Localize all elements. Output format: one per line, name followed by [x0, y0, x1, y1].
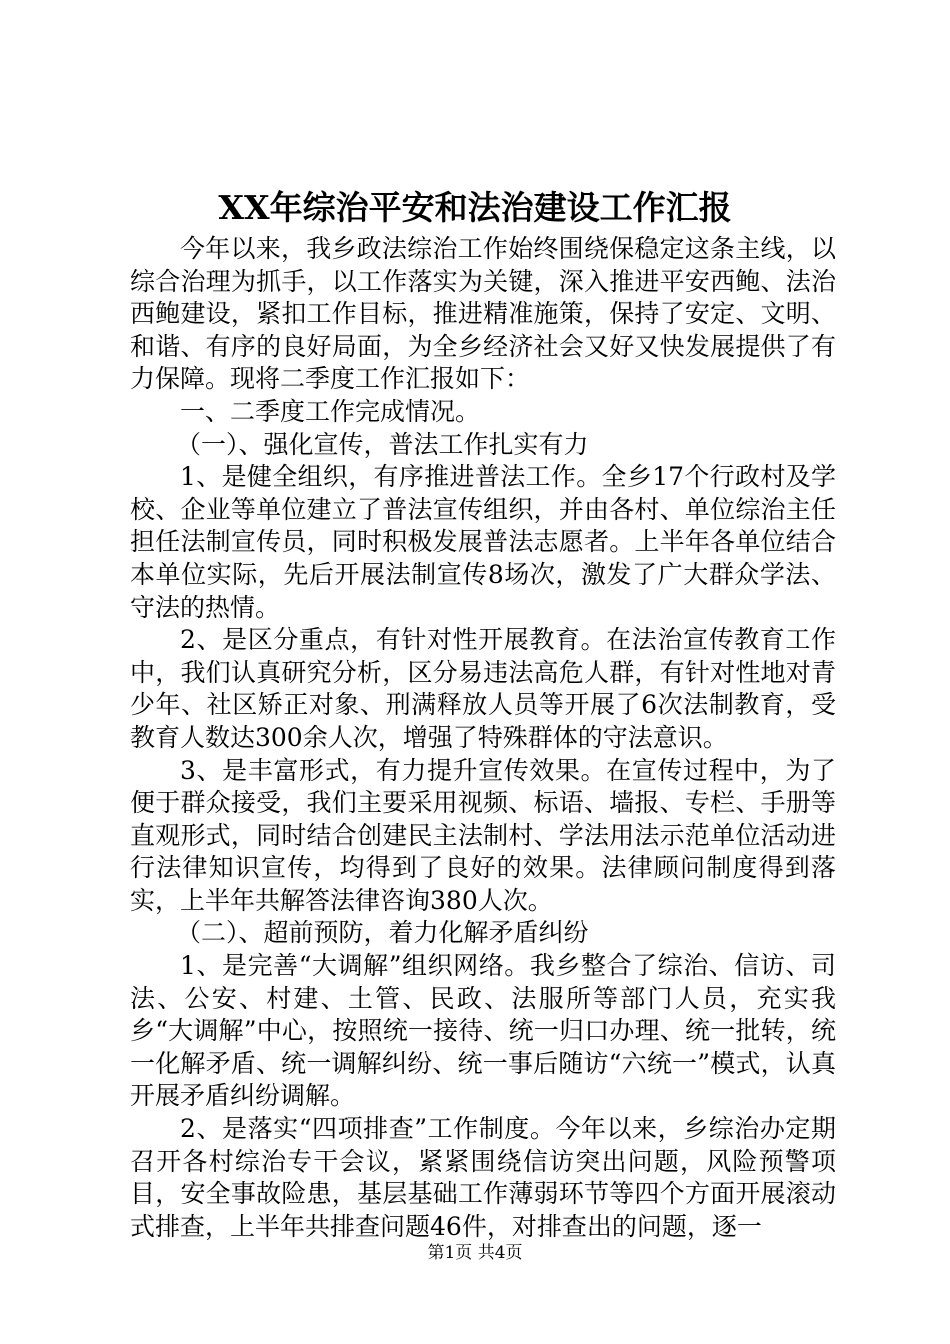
document-body [130, 233, 836, 1243]
paragraph-2-1: 1、是完善“大调解”组织网络。我乡整合了综治、信访、司法、公安、村建、土管、民政、法服所等部门人员，充实我乡“大调解”中心，按照统一接待、统一归口办理、统一批转，统一化解矛盾、统一调解纠纷、统一事后随访“六统一”模式，认真开展矛盾纠纷调解。 [130, 951, 836, 1111]
subsection-heading-1: （一）、强化宣传，普法工作扎实有力 [176, 429, 589, 459]
paragraph-2-2: 2、是落实“四项排查”工作制度。今年以来，乡综治办定期召开各村综治专干会议，紧紧围绕信访突出问题，风险预警项目，安全事故险患，基层基础工作薄弱环节等四个方面开展滚动式排查，上半年共排查问题46件，对排查出的问题，逐一 [130, 1114, 836, 1241]
paragraph-1-1: 1、是健全组织，有序推进普法工作。全乡17个行政村及学校、企业等单位建立了普法宣传组织，并由各村、单位综治主任担任法制宣传员，同时积极发展普法志愿者。上半年各单位结合本单位实际，先后开展法制宣传8场次，激发了广大群众学法、守法的热情。 [130, 462, 836, 622]
document-title: XX年综治平安和法治建设工作汇报 [218, 188, 732, 227]
paragraph-intro: 今年以来，我乡政法综治工作始终围绕保稳定这条主线，以综合治理为抓手，以工作落实为关键，深入推进平安西鲍、法治西鲍建设，紧扣工作目标，推进精准施策，保持了安定、文明、和谐、有序的良好局面，为全乡经济社会又好又快发展提供了有力保障。现将二季度工作汇报如下： [130, 234, 836, 394]
page-footer: 第1页 共4页 [427, 1243, 523, 1263]
paragraph-1-3: 3、是丰富形式，有力提升宣传效果。在宣传过程中，为了便于群众接受，我们主要采用视频、标语、墙报、专栏、手册等直观形式，同时结合创建民主法制村、学法用法示范单位活动进行法律知识宣传，均得到了良好的效果。法律顾问制度得到落实，上半年共解答法律咨询380人次。 [130, 755, 836, 915]
section-heading-1: 一、二季度工作完成情况。 [180, 396, 481, 426]
paragraph-1-2: 2、是区分重点，有针对性开展教育。在法治宣传教育工作中，我们认真研究分析，区分易违法高危人群，有针对性地对青少年、社区矫正对象、刑满释放人员等开展了6次法制教育，受教育人数达300余人次，增强了特殊群体的守法意识。 [130, 625, 836, 752]
subsection-heading-2: （二）、超前预防，着力化解矛盾纠纷 [176, 918, 589, 948]
